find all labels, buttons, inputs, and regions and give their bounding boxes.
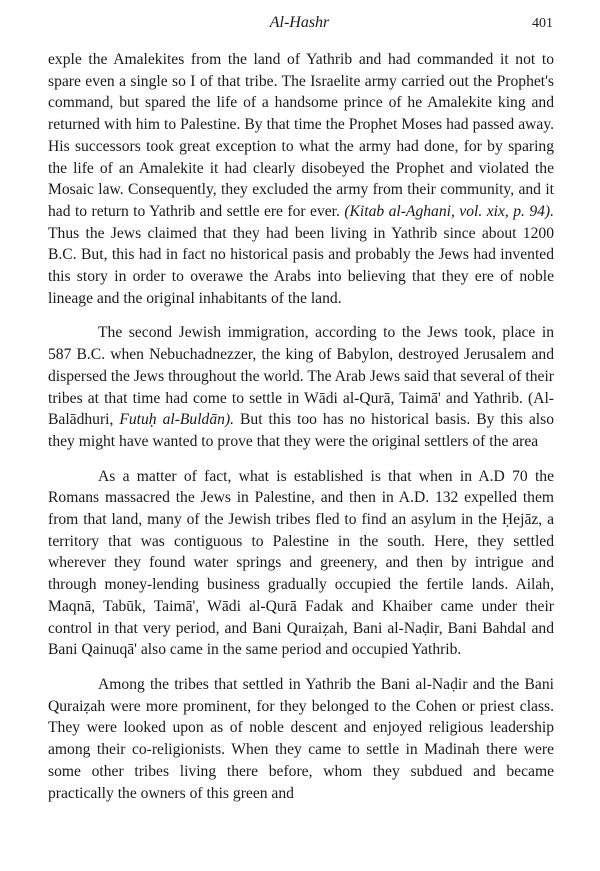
running-title: Al-Hashr	[269, 14, 330, 31]
body-text	[48, 49, 554, 804]
paragraph-4: Among the tribes that settled in Yathrib the Bani al-Naḍir and the Bani Quraiẓah were more prominent, for they belonged to the Cohen or priest class. They were looked upon as of noble descent and enjoyed religious leadership among their co-religionists. When they came to settle in Madinah there were some other tribes living there before, whom they subdued and became practically the owners of this green and	[48, 675, 554, 802]
paragraph-2-text-cont: But this too has no historical basis. By this also they might have wanted to prove that they were the original settlers of the area	[48, 411, 554, 450]
paragraph-2	[48, 322, 554, 452]
paragraph-1-text-cont: Thus the Jews claimed that they had been living in Yathrib since about 1200 B.C. But, this had in fact no historical pasis and probably the Jews had invented this story in order to overawe the Arabs into believing that they ere of noble lineage and the original inhabitants of the land.	[48, 224, 554, 307]
running-head	[46, 12, 553, 40]
page-number: 401	[532, 16, 553, 31]
paragraph-1-citation: (Kitab al-Aghani, vol. xix, p. 94).	[344, 202, 555, 220]
paragraph-2-text: The second Jewish immigration, according to the Jews took, place in 587 B.C. when Nebuchadnezzer, the king of Babylon, destroyed Jerusalem and dispersed the Jews throughout the world. The Arab Jews said that several of their tribes at that time had come to settle in Wādi al-Qurā, Taimā' and Yathrib. (Al-Balādhuri,	[48, 324, 554, 429]
paragraph-3: As a matter of fact, what is established is that when in A.D 70 the Romans massacred the Jews in Palestine, and then in A.D. 132 expelled them from that land, many of the Jewish tribes fled to find an asylum in the Ḥejāz, a territory that was contiguous to Palestine in the south. Here, they settled wherever they found water springs and greenery, and then by intrigue and through money-lending business gradually occupied the fertile lands. Ailah, Maqnā, Tabūk, Taimā', Wādi al-Qurā Fadak and Khaiber came under their control in that very period, and Bani Quraiẓah, Bani al-Naḍir, Bani Bahdal and Bani Qainuqā' also came in the same period and occupied Yathrib.	[48, 467, 554, 659]
paragraph-2-citation: Futuḥ al-Buldān).	[119, 411, 235, 429]
paragraph-1-text: exple the Amalekites from the land of Yathrib and had commanded it not to spare even a single so I of that tribe. The Israelite army carried out the Prophet's command, but spared the life of a handsome prince of he Amalekite king and returned with him to Palestine. By that time the Prophet Moses had passed away. His successors took great exception to what the army had done, for by sparing the life of an Amalekite it had clearly disobeyed the Prophet and violated the Mosaic law. Consequently, they excluded the army from their community, and it had to return to Yathrib and settle ere for ever.	[48, 51, 554, 220]
paragraph-1	[48, 49, 554, 309]
